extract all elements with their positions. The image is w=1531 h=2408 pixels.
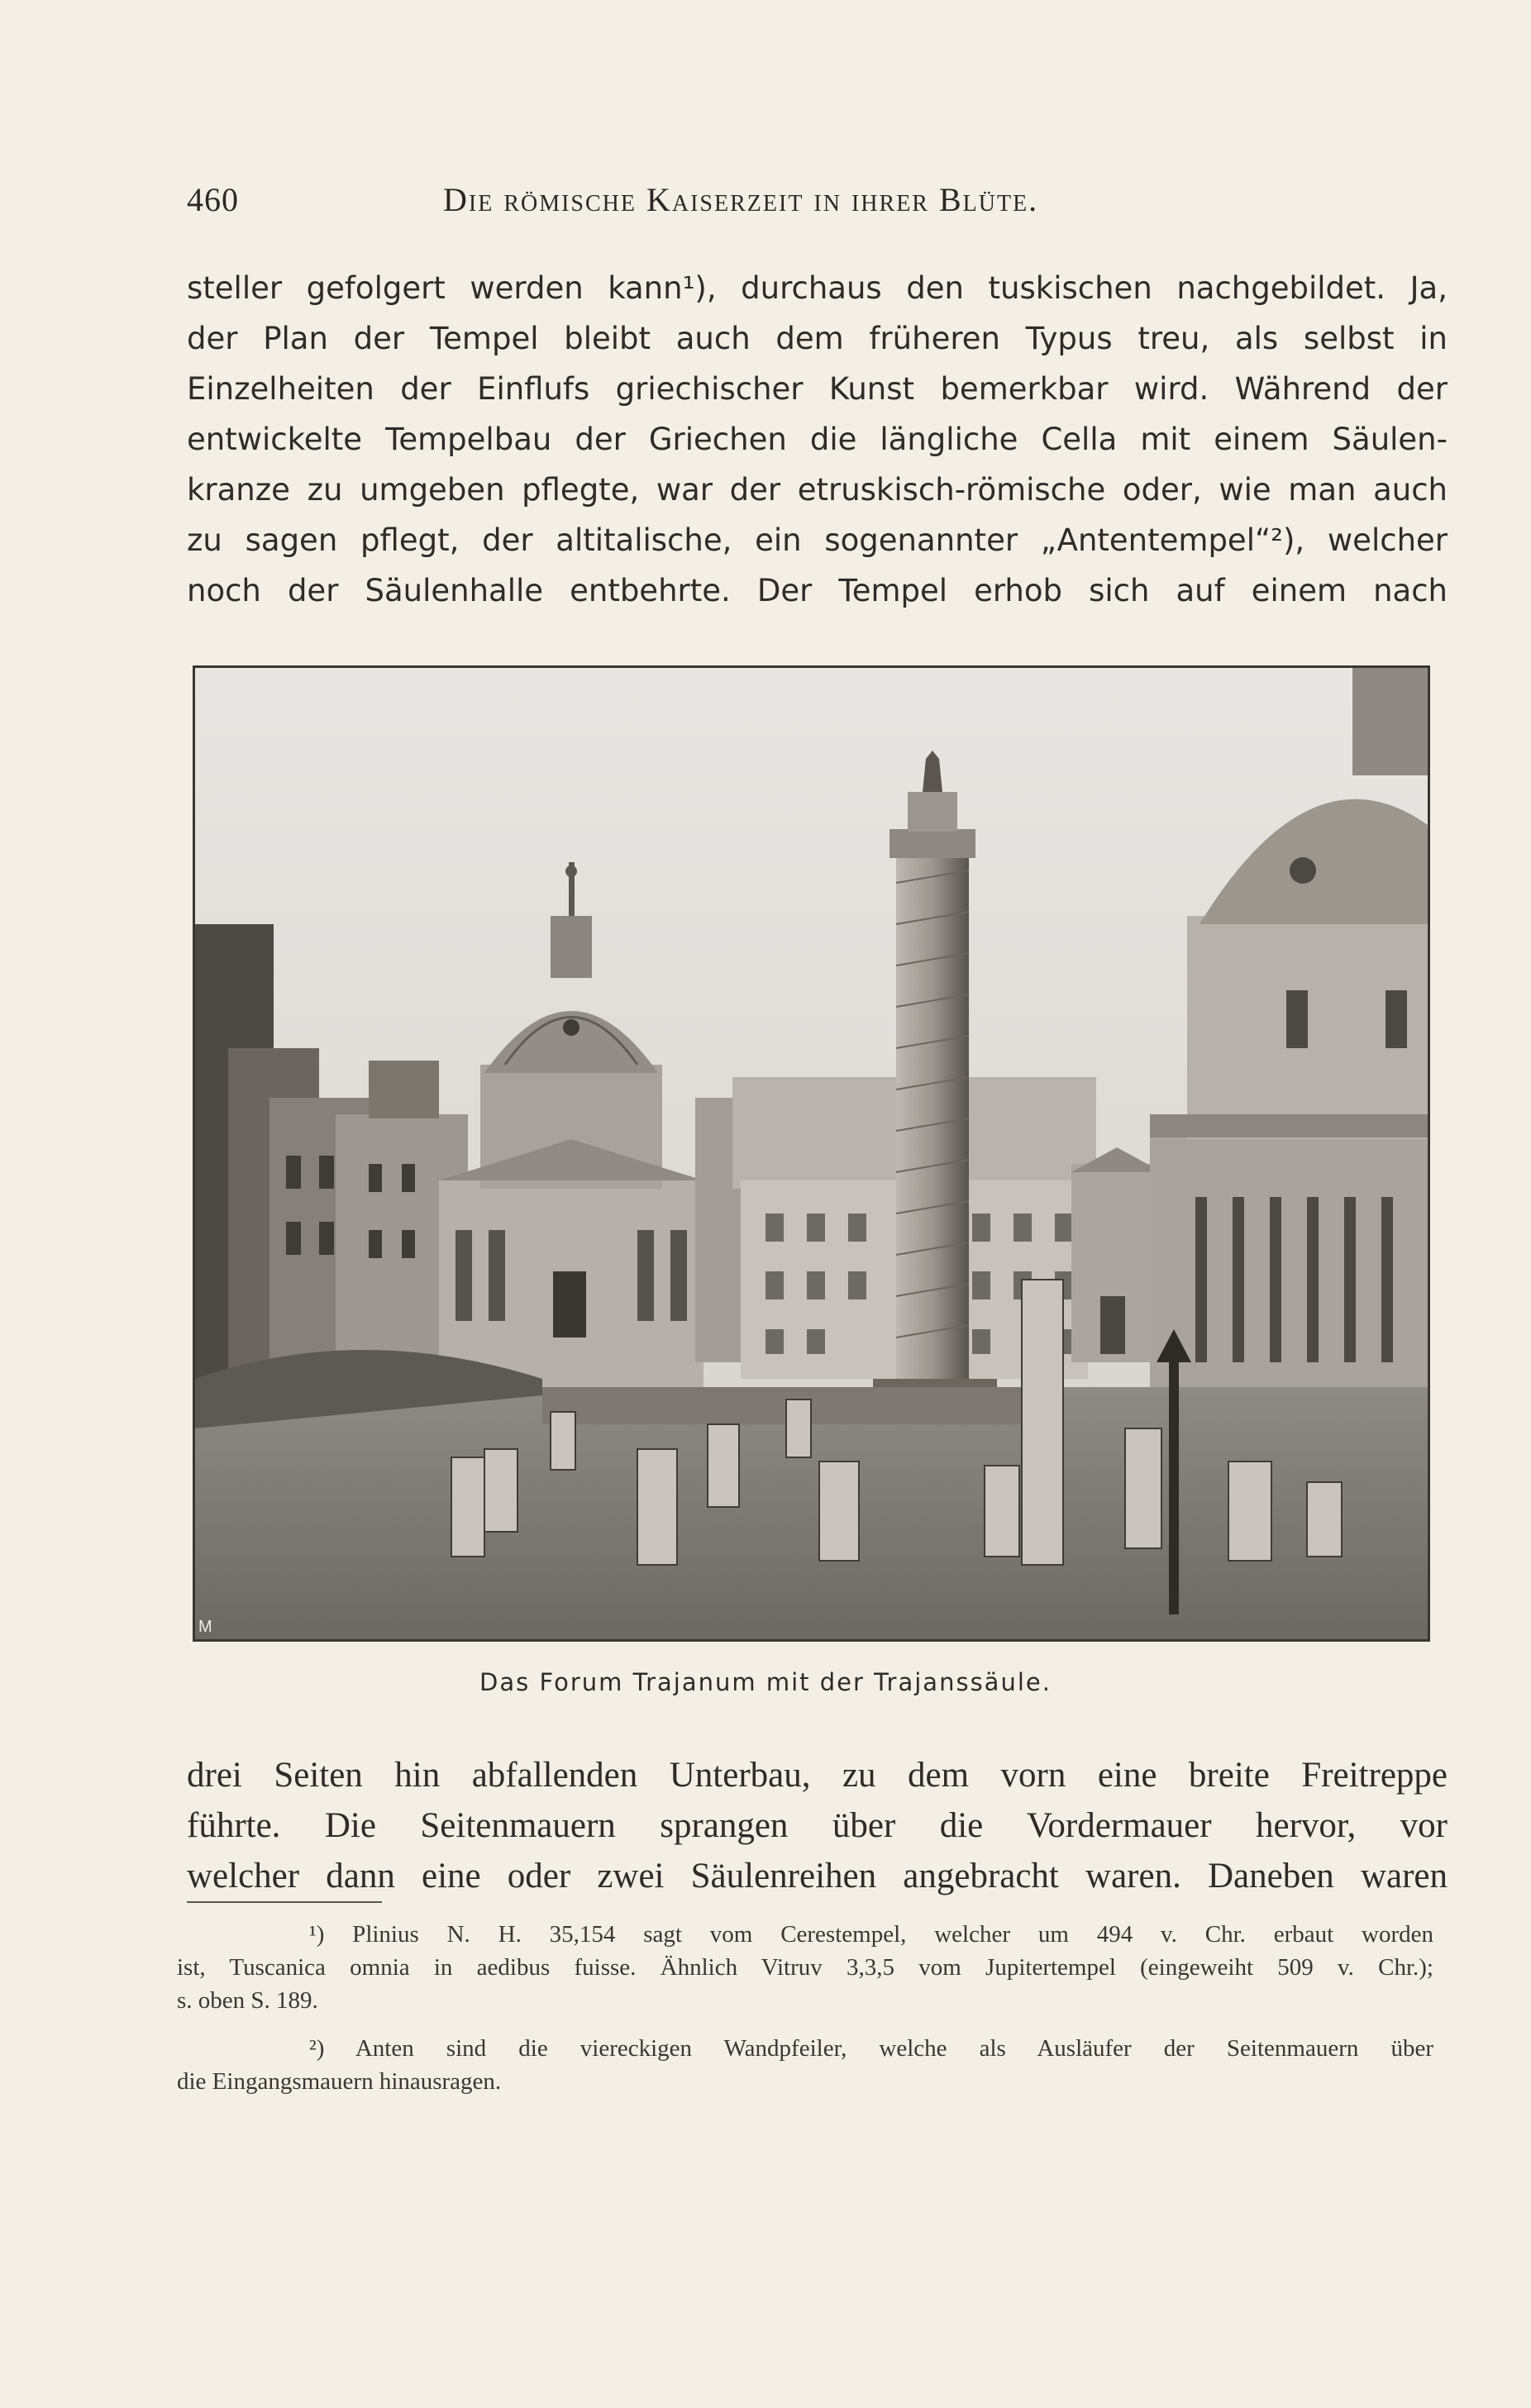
page-number: 460 xyxy=(187,181,239,218)
photo-monogram: M xyxy=(198,1618,212,1636)
text-line: drei Seiten hin abfallenden Unterbau, zu dem vorn eine breite Freitreppe xyxy=(187,1756,1448,1795)
footnote-separator xyxy=(187,1901,382,1903)
paragraph-bottom xyxy=(187,1751,1448,1902)
footnote-2-line: die Eingangsmauern hinausragen. xyxy=(177,2068,502,2095)
footnote-1-line: ¹) Plinius N. H. 35,154 sagt vom Cerestempel, welcher um 494 v. Chr. erbaut worden xyxy=(309,1921,1433,1948)
text-line: zu sagen pflegt, der altitalische, ein sogenannter „Antentempel“²), welcher xyxy=(187,522,1448,558)
text-line: steller gefolgert werden kann¹), durchaus den tuskischen nachgebildet. Ja, xyxy=(187,270,1448,306)
text-line: welcher dann eine oder zwei Säulenreihen angebracht waren. Daneben waren xyxy=(187,1857,1448,1895)
footnote-1-line: ist, Tuscanica omnia in aedibus fuisse. Ähnlich Vitruv 3,3,5 vom Jupitertempel (eingeweiht 509 v. Chr.); xyxy=(177,1954,1433,1981)
running-head-title: Die römische Kaiserzeit in ihrer Blüte. xyxy=(443,181,1039,218)
footnote-2-line: ²) Anten sind die viereckigen Wandpfeiler, welche als Ausläufer der Seitenmauern über xyxy=(309,2035,1433,2062)
footnotes xyxy=(177,1918,1433,2098)
text-line: kranze zu umgeben pflegte, war der etruskisch-römische oder, wie man auch xyxy=(187,472,1448,508)
text-line: noch der Säulenhalle entbehrte. Der Tempel erhob sich auf einem nach xyxy=(187,573,1448,608)
figure-caption: Das Forum Trajanum mit der Trajanssäule. xyxy=(479,1668,1052,1696)
paragraph-top xyxy=(187,263,1448,616)
forum-illustration xyxy=(195,668,1428,1639)
text-line: entwickelte Tempelbau der Griechen die längliche Cella mit einem Säulen- xyxy=(187,422,1448,457)
forum-photograph xyxy=(193,665,1430,1642)
running-head xyxy=(187,180,1448,226)
footnote-1-line: s. oben S. 189. xyxy=(177,1987,318,2014)
text-line: der Plan der Tempel bleibt auch dem früheren Typus treu, als selbst in xyxy=(187,321,1448,356)
text-line: führte. Die Seitenmauern sprangen über die Vordermauer hervor, vor xyxy=(187,1806,1448,1845)
text-line: Einzelheiten der Einflufs griechischer Kunst bemerkbar wird. Während der xyxy=(187,371,1448,407)
